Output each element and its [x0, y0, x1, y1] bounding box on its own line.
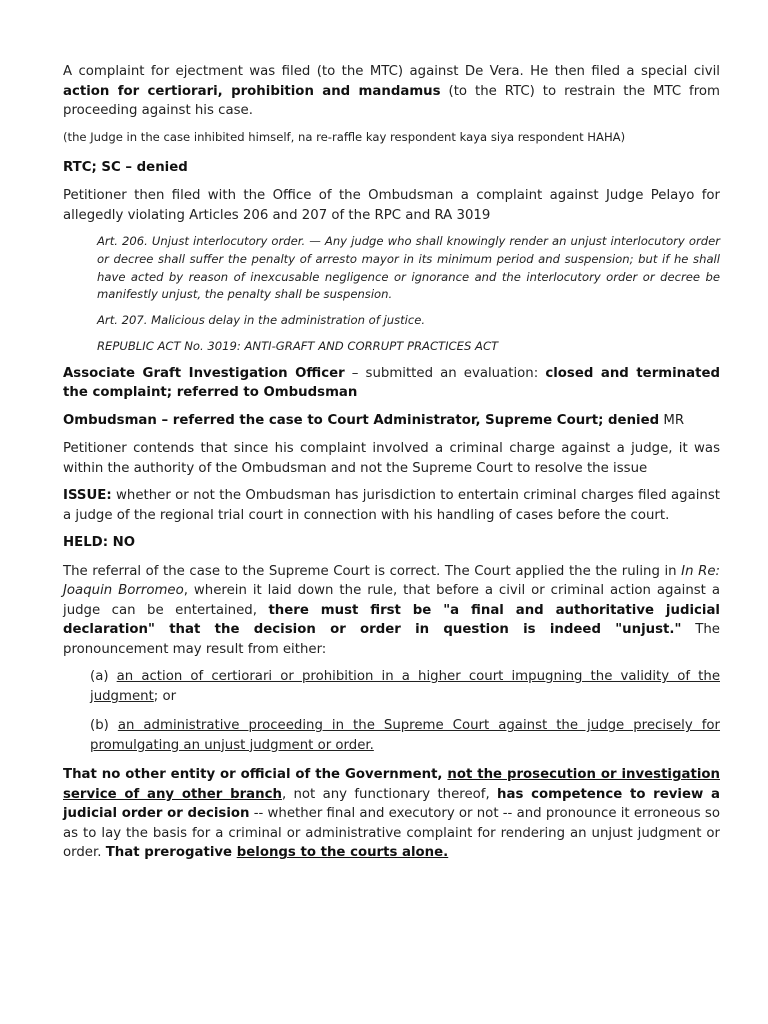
ruling-options [90, 667, 720, 755]
paragraph-ruling: The referral of the case to the Supreme Court is correct. The Court applied the the ruling in In Re: Joaquin Borromeo, wherein it laid down the rule, that before a civil or criminal action against a judge can be entertained, there must first be "a final and authoritative judicial declaration" that the decision or order in question is indeed "unjust." The pronouncement may result from either: [63, 563, 720, 657]
paragraph-facts: A complaint for ejectment was filed (to the MTC) against De Vera. He then filed a special civil action for certiorari, prohibition and mandamus (to the RTC) to restrain the MTC from proceeding against his case. [63, 64, 720, 118]
quote-art-206: Art. 206. Unjust interlocutory order. — Any judge who shall knowingly render an unjust interlocutory order or decree shall suffer the penalty of arresto mayor in its minimum period and suspension; but if he shall have acted by reason of inexcusable negligence or ignorance and the interlocutory order or decree be manifestly unjust, the penalty shall be suspension. [97, 234, 720, 302]
option-a: (a) an action of certiorari or prohibition in a higher court impugning the validity of the judgment; or [90, 669, 720, 704]
paragraph-conclusion: That no other entity or official of the Government, not the prosecution or investigation service of any other branch, not any functionary thereof, has competence to review a judicial order or decision -- whether final and executory or not -- and pronounce it erroneous so as to lay the basis for a criminal or administrative complaint for rendering an unjust judgment or order. That prerogative belongs to the courts alone. [63, 767, 720, 861]
paragraph-ombudsman-complaint: Petitioner then filed with the Office of the Ombudsman a complaint against Judge Pelayo for allegedly violating Articles 206 and 207 of the RPC and RA 3019 [63, 188, 720, 223]
quote-ra-3019: REPUBLIC ACT No. 3019: ANTI-GRAFT AND CORRUPT PRACTICES ACT [97, 338, 499, 353]
quoted-provisions [97, 233, 720, 356]
paragraph-rtc-sc: RTC; SC – denied [63, 159, 188, 175]
paragraph-held: HELD: NO [63, 535, 136, 551]
paragraph-note: (the Judge in the case inhibited himself, na re-raffle kay respondent kaya siya respondent HAHA) [63, 129, 626, 144]
option-b: (b) an administrative proceeding in the Supreme Court against the judge precisely for promulgating an unjust judgment or order. [90, 718, 721, 753]
quote-art-207: Art. 207. Malicious delay in the administration of justice. [97, 313, 426, 328]
paragraph-ombudsman-referral: Ombudsman – referred the case to Court Administrator, Supreme Court; denied MR [63, 412, 685, 428]
paragraph-graft-officer: Associate Graft Investigation Officer – submitted an evaluation: closed and terminated the complaint; referred to Ombudsman [63, 365, 720, 401]
paragraph-issue: ISSUE: whether or not the Ombudsman has jurisdiction to entertain criminal charges filed against a judge of the regional trial court in connection with his handling of cases before the court. [63, 488, 720, 523]
paragraph-petitioner-contention: Petitioner contends that since his complaint involved a criminal charge against a judge, it was within the authority of the Ombudsman and not the Supreme Court to resolve the issue [63, 441, 720, 476]
